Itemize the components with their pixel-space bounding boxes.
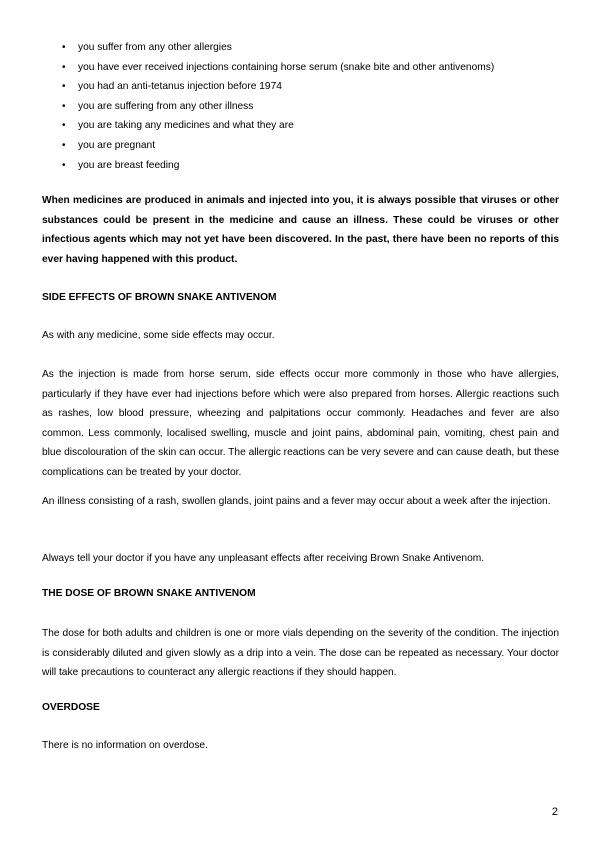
list-item-text: you had an anti-tetanus injection before 1974	[78, 81, 282, 93]
list-item	[44, 116, 564, 136]
list-item-text: you have ever received injections containing horse serum (snake bite and other antivenoms)	[78, 61, 495, 73]
overdose-heading: OVERDOSE	[42, 702, 100, 713]
precaution-list	[44, 38, 564, 175]
bullet-icon: •	[62, 81, 66, 93]
list-item-text: you are breast feeding	[78, 159, 180, 171]
list-item-text: you are suffering from any other illness	[78, 100, 254, 112]
list-item	[44, 58, 564, 78]
tell-doctor-paragraph: Always tell your doctor if you have any unpleasant effects after receiving Brown Snake Antivenom.	[42, 553, 485, 564]
bullet-icon: •	[62, 100, 66, 112]
bullet-icon: •	[62, 139, 66, 151]
dose-heading: THE DOSE OF BROWN SNAKE ANTIVENOM	[42, 588, 256, 599]
bullet-icon: •	[62, 42, 66, 53]
list-item-text: you suffer from any other allergies	[78, 42, 232, 53]
bullet-icon: •	[62, 159, 66, 171]
warning-paragraph: When medicines are produced in animals and injected into you, it is always possible that viruses or other substances could be present in the medicine and cause an illness. These could be viruses or other infectious agents which may not yet have been discovered. In the past, there have been no reports of this ever having happened with this product.	[42, 195, 559, 265]
page-number: 2	[551, 806, 558, 818]
list-item	[44, 38, 564, 58]
overdose-paragraph: There is no information on overdose.	[42, 740, 208, 751]
list-item	[44, 77, 564, 97]
dose-paragraph: The dose for both adults and children is one or more vials depending on the severity of the condition. The injection is considerably diluted and given slowly as a drip into a vein. The dose can be repeated as necessary. Your doctor will take precautions to counteract any allergic reactions if they should happen.	[42, 628, 559, 678]
side-effects-heading: SIDE EFFECTS OF BROWN SNAKE ANTIVENOM	[42, 292, 277, 303]
list-item	[44, 136, 564, 156]
side-effects-details: As the injection is made from horse serum, side effects occur more commonly in those who have allergies, particularly if they have ever had injections before which were also prepared from horses. Allergic reactions such as rashes, low blood pressure, wheezing and palpitations occur commonly. Headaches and fever are also common. Less commonly, localised swelling, muscle and joint pains, abdominal pain, vomiting, chest pain and blue discolouration of the skin can occur. The allergic reactions can be very severe and can cause death, but these complications can be treated by your doctor.	[42, 369, 559, 478]
list-item-text: you are taking any medicines and what they are	[78, 120, 294, 132]
side-effects-intro: As with any medicine, some side effects may occur.	[42, 330, 275, 341]
serum-sickness-paragraph: An illness consisting of a rash, swollen glands, joint pains and a fever may occur about a week after the injection.	[42, 496, 551, 507]
bullet-icon: •	[62, 61, 66, 73]
list-item	[44, 97, 564, 117]
list-item	[44, 156, 564, 176]
list-item-text: you are pregnant	[78, 139, 156, 151]
bullet-icon: •	[62, 120, 66, 132]
